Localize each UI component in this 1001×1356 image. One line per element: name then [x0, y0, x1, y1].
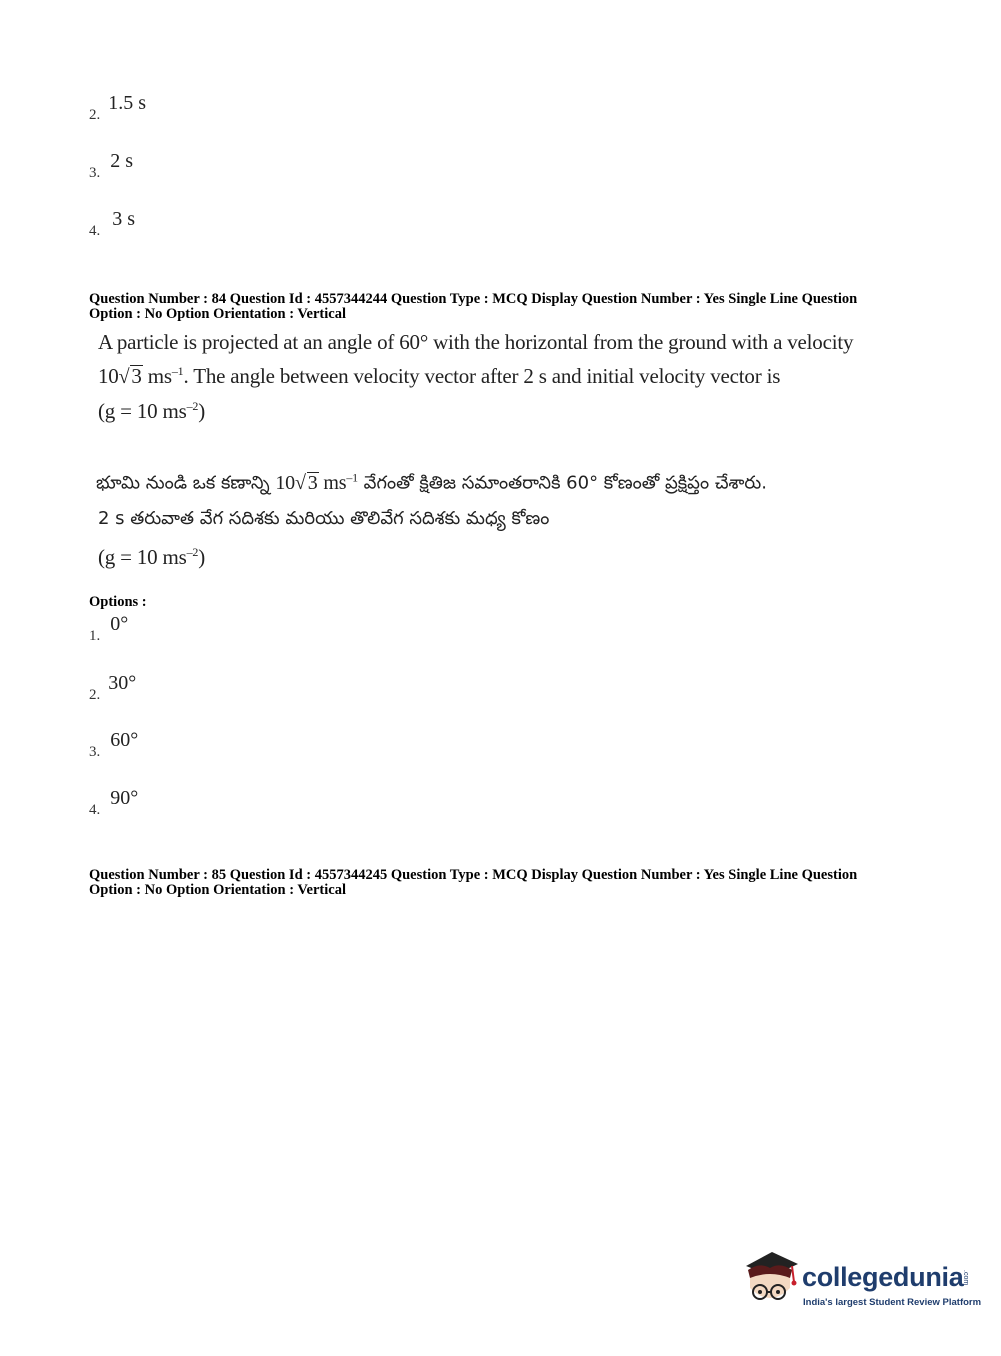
prev-option-2 [89, 92, 147, 123]
velocity-unit-exponent: –1 [171, 364, 184, 378]
logo-name: collegedunia [802, 1262, 964, 1292]
telugu-velocity-radicand: 3 [307, 471, 318, 494]
question-85-meta [89, 868, 949, 898]
option-number: 4. [89, 223, 101, 239]
option-value: 1.5 s [108, 92, 147, 114]
velocity-unit: ms [147, 364, 172, 388]
question-84-english-rest: . The angle between velocity vector after 2 s and initial velocity vector is [183, 364, 781, 388]
sqrt-icon: √ [294, 471, 306, 494]
question-84-english-g [98, 399, 205, 424]
question-84-telugu-line1 [96, 470, 767, 498]
telugu-velocity [275, 472, 358, 494]
meta-line-1: Question Number : 84 Question Id : 4557344244 Question Type : MCQ Display Question Number : Yes Single Line Question [89, 291, 858, 307]
option-value: 0° [110, 613, 129, 635]
telugu-g-close: ) [198, 545, 205, 569]
option-value: 90° [110, 787, 139, 809]
telugu-part-2: వేగంతో క్షితిజ సమాంతరానికి 60° కోణంతో ప్రక్షిప్తం చేశారు. [363, 472, 768, 494]
option-value: 2 s [110, 150, 134, 172]
g-exponent: –2 [186, 399, 199, 413]
telugu-g-exponent: –2 [186, 545, 199, 559]
g-close: ) [198, 399, 205, 423]
prev-option-3 [89, 150, 134, 181]
question-84-meta [89, 292, 949, 322]
option-value: 3 s [112, 208, 136, 230]
question-84-english-line1: A particle is projected at an angle of 60° with the horizontal from the ground with a velocity [98, 330, 854, 354]
collegedunia-logo[interactable] [740, 1248, 982, 1320]
question-84-telugu-g [98, 545, 205, 570]
option-number: 1. [89, 628, 101, 644]
option-value: 30° [108, 672, 137, 694]
telugu-velocity-unit: ms [323, 471, 347, 494]
telugu-part-1: భూమి నుండి ఒక కణాన్ని [96, 472, 270, 494]
option-value: 60° [110, 729, 139, 751]
option-number: 3. [89, 744, 101, 760]
sqrt-icon: √ [118, 366, 130, 388]
option-1[interactable] [89, 613, 129, 644]
options-label: Options : [89, 594, 147, 610]
option-3[interactable] [89, 729, 139, 760]
telugu-g-value: (g = 10 ms [98, 545, 187, 569]
question-84-english-line2 [98, 364, 780, 389]
meta-line-1: Question Number : 85 Question Id : 4557344245 Question Type : MCQ Display Question Number : Yes Single Line Question [89, 867, 858, 883]
velocity-coefficient: 10 [98, 364, 119, 388]
logo-com: .com [962, 1270, 969, 1286]
option-number: 4. [89, 802, 101, 818]
option-number: 3. [89, 165, 101, 181]
mascot-icon [740, 1248, 800, 1314]
option-2[interactable] [89, 672, 137, 703]
velocity-radicand: 3 [131, 364, 142, 388]
option-number: 2. [89, 107, 101, 123]
prev-option-4 [89, 208, 136, 239]
option-4[interactable] [89, 787, 139, 818]
meta-line-2: Option : No Option Orientation : Vertical [89, 306, 346, 322]
telugu-velocity-exponent: –1 [346, 470, 358, 484]
g-value: (g = 10 ms [98, 399, 187, 423]
option-number: 2. [89, 687, 101, 703]
meta-line-2: Option : No Option Orientation : Vertical [89, 882, 346, 898]
logo-tagline: India's largest Student Review Platform [803, 1297, 982, 1308]
question-84-telugu-line2: 2 s తరువాత వేగ సదిశకు మరియు తొలివేగ సదిశకు మధ్య కోణం [98, 508, 550, 529]
telugu-velocity-coefficient: 10 [275, 471, 295, 494]
